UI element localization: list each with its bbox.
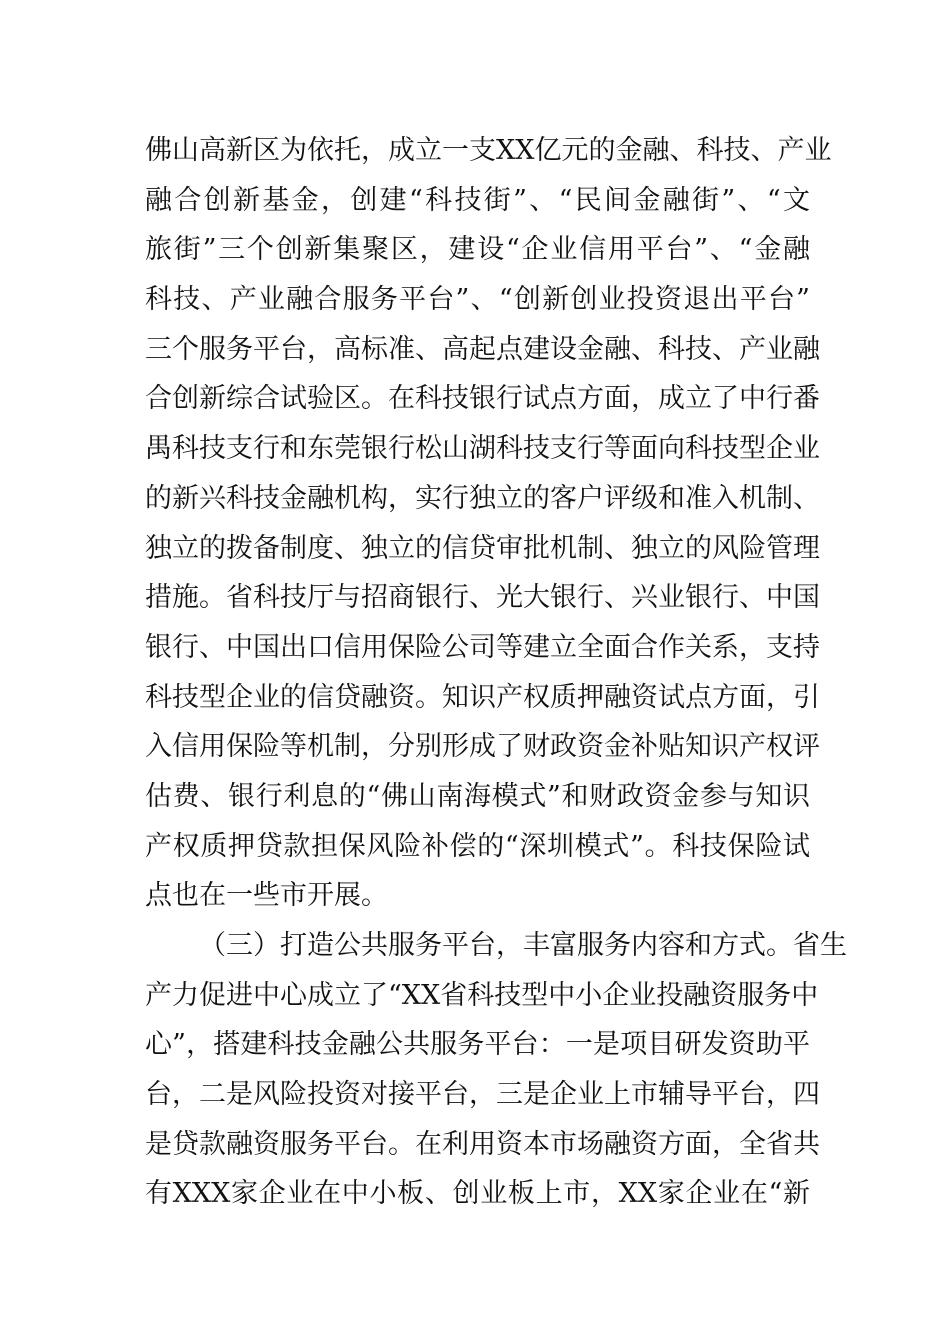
text-line: 佛山高新区为依托，成立一支XX亿元的金融、科技、产业: [145, 135, 832, 166]
paragraph-end-line: 点也在一些市开展。: [145, 880, 388, 912]
text-line: 措施。省科技厅与招商银行、光大银行、兴业银行、中国: [145, 582, 820, 614]
text-line: 产权质押贷款担保风险补偿的“深圳模式”。科技保险试: [145, 830, 810, 862]
text-line: 禺科技支行和东莞银行松山湖科技支行等面向科技型企业: [145, 433, 820, 465]
text-line: 的新兴科技金融机构，实行独立的客户评级和准入机制、: [145, 482, 820, 514]
text-line: 产力促进中心成立了“XX省科技型中小企业投融资服务中: [145, 979, 819, 1011]
text-line: 银行、中国出口信用保险公司等建立全面合作关系，支持: [145, 631, 820, 663]
text-line: 是贷款融资服务平台。在利用资本市场融资方面，全省共: [145, 1128, 820, 1160]
text-line: 独立的拨备制度、独立的信贷审批机制、独立的风险管理: [145, 532, 820, 564]
section-heading-line: （三）打造公共服务平台，丰富服务内容和方式。省生: [199, 930, 847, 961]
text-line: 科技、产业融合服务平台”、“创新创业投资退出平台”: [145, 284, 810, 316]
text-line: 有XXX家企业在中小板、创业板上市，XX家企业在“新: [145, 1178, 810, 1210]
text-line: 合创新综合试验区。在科技银行试点方面，成立了中行番: [145, 383, 820, 415]
text-line: 科技型企业的信贷融资。知识产权质押融资试点方面，引: [145, 681, 820, 713]
text-line: 融合创新基金，创建“科技街”、“民间金融街”、“文: [145, 184, 810, 216]
text-line: 台，二是风险投资对接平台，三是企业上市辅导平台，四: [145, 1079, 820, 1111]
text-line: 三个服务平台，高标准、高起点建设金融、科技、产业融: [145, 333, 820, 365]
body-text: [145, 126, 847, 1219]
text-line: 估费、银行利息的“佛山南海模式”和财政资金参与知识: [145, 780, 810, 812]
text-line: 入信用保险等机制，分别形成了财政资金补贴知识产权评: [145, 731, 820, 763]
text-line: 旅街”三个创新集聚区，建设“企业信用平台”、“金融: [145, 234, 810, 266]
text-line: 心”，搭建科技金融公共服务平台：一是项目研发资助平: [145, 1029, 810, 1061]
